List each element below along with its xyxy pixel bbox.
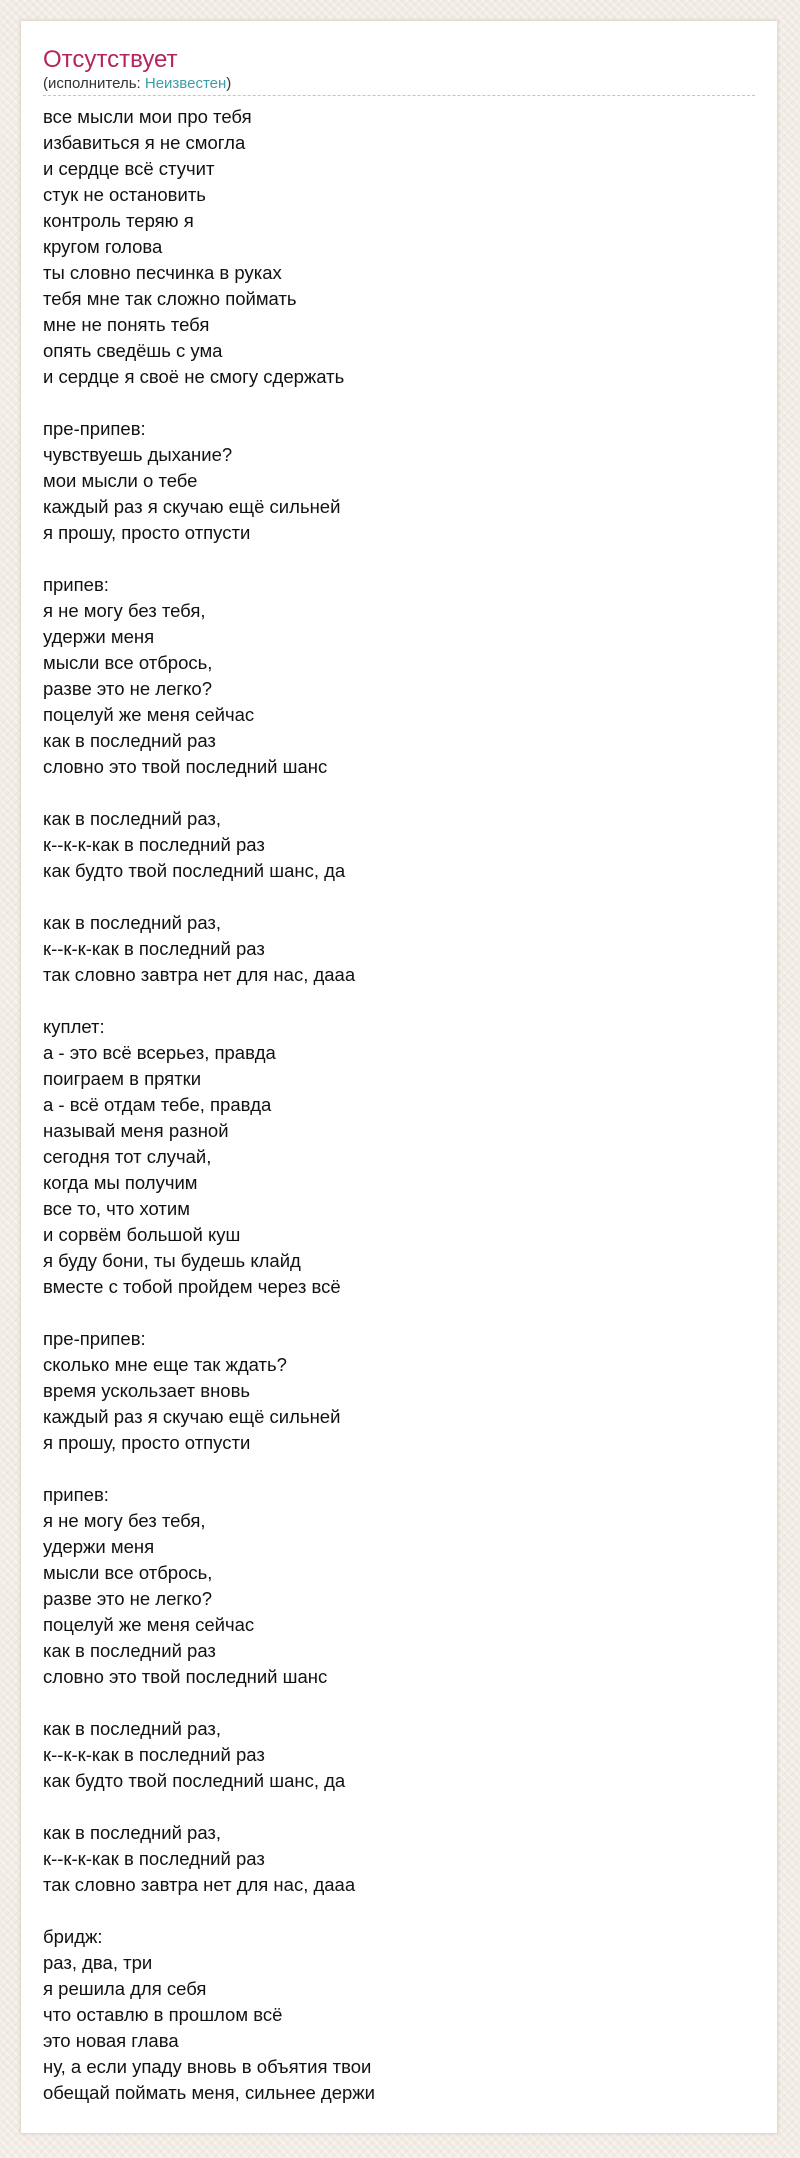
- lyric-line: все то, что хотим: [43, 1198, 190, 1219]
- lyrics-text: [43, 104, 755, 2106]
- lyric-line: сегодня тот случай,: [43, 1146, 212, 1167]
- lyric-line: словно это твой последний шанс: [43, 1666, 328, 1687]
- lyric-line: обещай поймать меня, сильнее держи: [43, 2082, 375, 2103]
- lyric-line: как в последний раз: [43, 730, 216, 751]
- lyric-line: к--к-к-как в последний раз: [43, 834, 265, 855]
- lyric-line: как будто твой последний шанс, да: [43, 860, 346, 881]
- lyric-blank-line: [43, 1898, 755, 1924]
- lyric-line: кругом голова: [43, 236, 163, 257]
- song-title: Отсутствует: [43, 46, 178, 73]
- lyric-line: и сердце всё стучит: [43, 158, 215, 179]
- lyric-line: а - это всё всерьез, правда: [43, 1042, 276, 1063]
- lyric-line: словно это твой последний шанс: [43, 756, 328, 777]
- lyrics-card: [20, 20, 778, 2134]
- lyric-line: как в последний раз: [43, 1640, 216, 1661]
- lyric-line: время ускользает вновь: [43, 1380, 251, 1401]
- lyric-blank-line: [43, 1794, 755, 1820]
- artist-line: [43, 75, 755, 96]
- lyric-line: избавиться я не смогла: [43, 132, 246, 153]
- lyric-blank-line: [43, 780, 755, 806]
- lyric-line: бридж:: [43, 1926, 103, 1947]
- lyric-line: и сорвём большой куш: [43, 1224, 241, 1245]
- lyric-line: как в последний раз,: [43, 808, 222, 829]
- lyric-line: удержи меня: [43, 1536, 155, 1557]
- lyric-line: тебя мне так сложно поймать: [43, 288, 297, 309]
- lyric-line: к--к-к-как в последний раз: [43, 1848, 265, 1869]
- lyric-line: ты словно песчинка в руках: [43, 262, 282, 283]
- lyric-line: все мысли мои про тебя: [43, 106, 252, 127]
- lyric-line: к--к-к-как в последний раз: [43, 938, 265, 959]
- lyric-line: а - всё отдам тебе, правда: [43, 1094, 272, 1115]
- lyric-line: поцелуй же меня сейчас: [43, 704, 255, 725]
- lyric-line: припев:: [43, 1484, 109, 1505]
- lyric-line: я решила для себя: [43, 1978, 207, 1999]
- lyric-line: я не могу без тебя,: [43, 600, 206, 621]
- lyric-line: я прошу, просто отпусти: [43, 1432, 251, 1453]
- lyric-line: припев:: [43, 574, 109, 595]
- lyric-line: я не могу без тебя,: [43, 1510, 206, 1531]
- lyric-line: я прошу, просто отпусти: [43, 522, 251, 543]
- lyric-line: когда мы получим: [43, 1172, 198, 1193]
- lyric-line: удержи меня: [43, 626, 155, 647]
- lyric-line: сколько мне еще так ждать?: [43, 1354, 287, 1375]
- lyric-blank-line: [43, 1456, 755, 1482]
- lyric-blank-line: [43, 988, 755, 1014]
- lyric-line: так словно завтра нет для нас, дааа: [43, 964, 356, 985]
- lyric-line: я буду бони, ты будешь клайд: [43, 1250, 301, 1271]
- lyric-line: мне не понять тебя: [43, 314, 210, 335]
- lyric-line: как будто твой последний шанс, да: [43, 1770, 346, 1791]
- lyric-line: это новая глава: [43, 2030, 179, 2051]
- lyric-line: пре-припев:: [43, 1328, 146, 1349]
- lyric-line: раз, два, три: [43, 1952, 153, 1973]
- lyric-line: мысли все отбрось,: [43, 1562, 213, 1583]
- lyric-line: разве это не легко?: [43, 678, 212, 699]
- lyric-line: мои мысли о тебе: [43, 470, 198, 491]
- lyric-line: называй меня разной: [43, 1120, 229, 1141]
- lyric-line: и сердце я своё не смогу сдержать: [43, 366, 345, 387]
- lyric-line: куплет:: [43, 1016, 105, 1037]
- lyric-blank-line: [43, 390, 755, 416]
- artist-prefix: (исполнитель:: [43, 75, 145, 92]
- lyric-line: каждый раз я скучаю ещё сильней: [43, 1406, 341, 1427]
- lyric-blank-line: [43, 546, 755, 572]
- lyric-line: как в последний раз,: [43, 1718, 222, 1739]
- lyric-line: ну, а если упаду вновь в объятия твои: [43, 2056, 372, 2077]
- lyric-line: чувствуешь дыхание?: [43, 444, 233, 465]
- lyric-line: каждый раз я скучаю ещё сильней: [43, 496, 341, 517]
- lyric-line: стук не остановить: [43, 184, 206, 205]
- artist-link[interactable]: Неизвестен: [144, 75, 227, 92]
- lyric-line: контроль теряю я: [43, 210, 194, 231]
- lyric-line: что оставлю в прошлом всё: [43, 2004, 283, 2025]
- lyric-blank-line: [43, 1690, 755, 1716]
- lyric-line: к--к-к-как в последний раз: [43, 1744, 265, 1765]
- lyric-blank-line: [43, 884, 755, 910]
- lyric-line: опять сведёшь с ума: [43, 340, 223, 361]
- lyric-line: мысли все отбрось,: [43, 652, 213, 673]
- lyric-line: разве это не легко?: [43, 1588, 212, 1609]
- lyric-line: поцелуй же меня сейчас: [43, 1614, 255, 1635]
- artist-suffix: ): [226, 75, 232, 92]
- lyric-line: поиграем в прятки: [43, 1068, 202, 1089]
- lyric-blank-line: [43, 1300, 755, 1326]
- lyric-line: как в последний раз,: [43, 1822, 222, 1843]
- lyric-line: вместе с тобой пройдем через всё: [43, 1276, 341, 1297]
- lyric-line: пре-припев:: [43, 418, 146, 439]
- lyric-line: так словно завтра нет для нас, дааа: [43, 1874, 356, 1895]
- lyric-line: как в последний раз,: [43, 912, 222, 933]
